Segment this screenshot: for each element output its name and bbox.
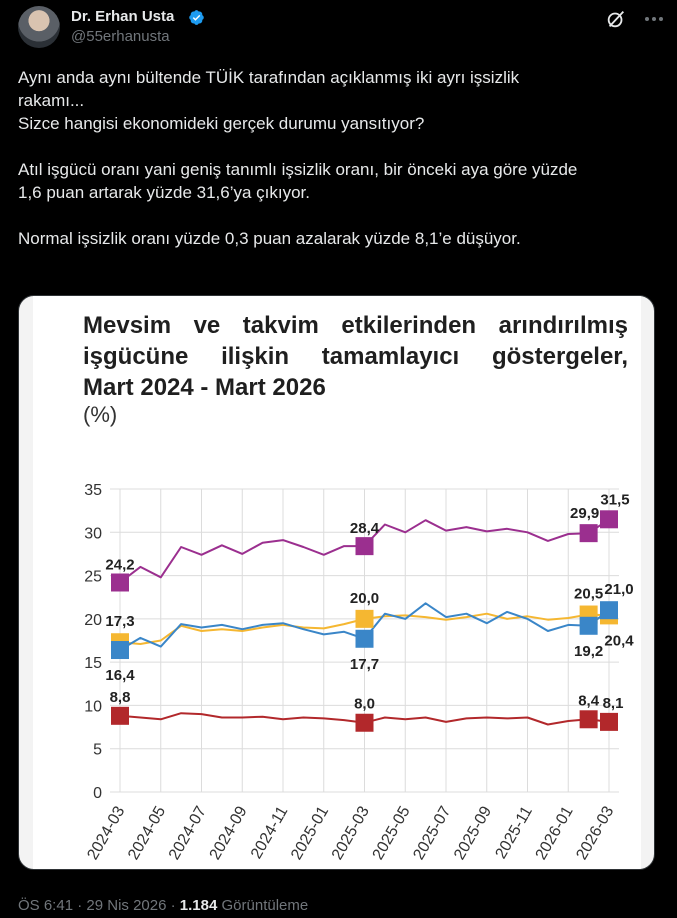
x-tick-label: 2025-11 — [492, 803, 536, 862]
data-marker — [600, 601, 618, 619]
y-tick-label: 0 — [93, 785, 102, 802]
data-label: 17,7 — [349, 655, 380, 673]
y-tick-label: 5 — [93, 741, 102, 759]
tweet-meta — [18, 897, 308, 914]
y-tick-label: 20 — [84, 611, 102, 629]
tweet-line: Normal işsizlik oranı yüzde 0,3 puan azalarak yüzde 8,1’e düşüyor. — [18, 229, 521, 248]
x-tick-label: 2025-09 — [451, 803, 496, 863]
data-label: 31,5 — [600, 491, 630, 509]
data-marker — [580, 617, 598, 635]
x-tick-label: 2025-01 — [288, 803, 333, 863]
data-label: 8,1 — [602, 694, 624, 712]
chart-image — [33, 296, 641, 870]
data-label: 16,4 — [105, 667, 135, 685]
data-label: 8,8 — [109, 688, 131, 706]
chart-title-line: Mart 2024 - Mart 2026 — [83, 374, 326, 401]
tweet-text — [18, 66, 668, 250]
separator: · — [170, 897, 176, 914]
y-tick-label: 25 — [84, 568, 102, 586]
x-tick-label: 2024-03 — [84, 803, 129, 863]
separator: · — [77, 897, 83, 914]
data-marker — [356, 630, 374, 648]
tweet-line: Atıl işgücü oranı yani geniş tanımlı işsizlik oranı, bir önceki aya göre yüzde — [18, 160, 578, 179]
data-marker — [356, 714, 374, 732]
view-count: 1.184 — [179, 897, 218, 914]
y-tick-label: 30 — [84, 525, 102, 543]
data-marker — [600, 713, 618, 731]
y-tick-label: 15 — [84, 655, 102, 673]
data-marker — [600, 510, 618, 528]
y-tick-label: 35 — [84, 482, 102, 499]
y-tick-label: 10 — [84, 698, 102, 716]
chart-title-line: Mevsim ve takvim etkilerinden arındırılmış — [83, 312, 628, 339]
data-label: 20,5 — [574, 585, 604, 603]
x-tick-label: 2025-03 — [328, 803, 373, 863]
author-handle[interactable]: @55erhanusta — [71, 28, 170, 45]
tweet-line: Sizce hangisi ekonomideki gerçek durumu yansıtıyor? — [18, 114, 425, 133]
author-name[interactable]: Dr. Erhan Usta — [71, 8, 175, 25]
data-label: 21,0 — [604, 581, 634, 599]
avatar[interactable] — [18, 6, 60, 48]
x-tick-label: 2024-11 — [247, 803, 292, 862]
data-label: 8,0 — [354, 695, 375, 713]
x-tick-label: 2025-07 — [410, 803, 455, 863]
data-marker — [356, 537, 374, 555]
date[interactable]: 29 Nis 2026 — [86, 897, 167, 914]
x-tick-label: 2025-05 — [369, 803, 414, 863]
x-tick-label: 2024-09 — [206, 803, 251, 863]
data-label: 24,2 — [105, 556, 135, 574]
tweet-header — [18, 6, 663, 50]
data-label: 20,4 — [604, 632, 634, 650]
data-marker — [356, 610, 374, 628]
tweet-line: 1,6 puan artarak yüzde 31,6’ya çıkıyor. — [18, 183, 311, 202]
x-tick-label: 2024-07 — [165, 803, 210, 863]
data-marker — [111, 573, 129, 591]
chart-title-line: işgücüne ilişkin tamamlayıcı göstergeler, — [83, 343, 628, 370]
grok-icon[interactable] — [605, 8, 627, 30]
chart-unit: (%) — [83, 402, 118, 427]
tweet-line: rakamı... — [18, 91, 85, 110]
data-label: 8,4 — [578, 692, 600, 710]
view-label: Görüntüleme — [221, 897, 309, 914]
x-tick-label: 2026-01 — [532, 803, 577, 863]
line-chart — [33, 296, 641, 870]
x-tick-label: 2024-05 — [125, 803, 170, 863]
verified-badge-icon — [188, 9, 205, 26]
data-label: 28,4 — [349, 520, 380, 538]
data-marker — [580, 524, 598, 542]
data-marker — [111, 641, 129, 659]
data-label: 17,3 — [105, 613, 135, 631]
data-label: 19,2 — [574, 642, 604, 660]
data-label: 29,9 — [570, 505, 600, 523]
x-tick-label: 2026-03 — [573, 803, 618, 863]
data-marker — [580, 710, 598, 728]
tweet-line: Aynı anda aynı bültende TÜİK tarafından açıklanmış iki ayrı işsizlik — [18, 68, 520, 87]
data-marker — [111, 707, 129, 725]
data-label: 20,0 — [349, 589, 380, 607]
tweet-image[interactable] — [18, 295, 655, 870]
timestamp[interactable]: ÖS 6:41 — [18, 897, 74, 914]
more-options-icon[interactable] — [643, 10, 665, 28]
